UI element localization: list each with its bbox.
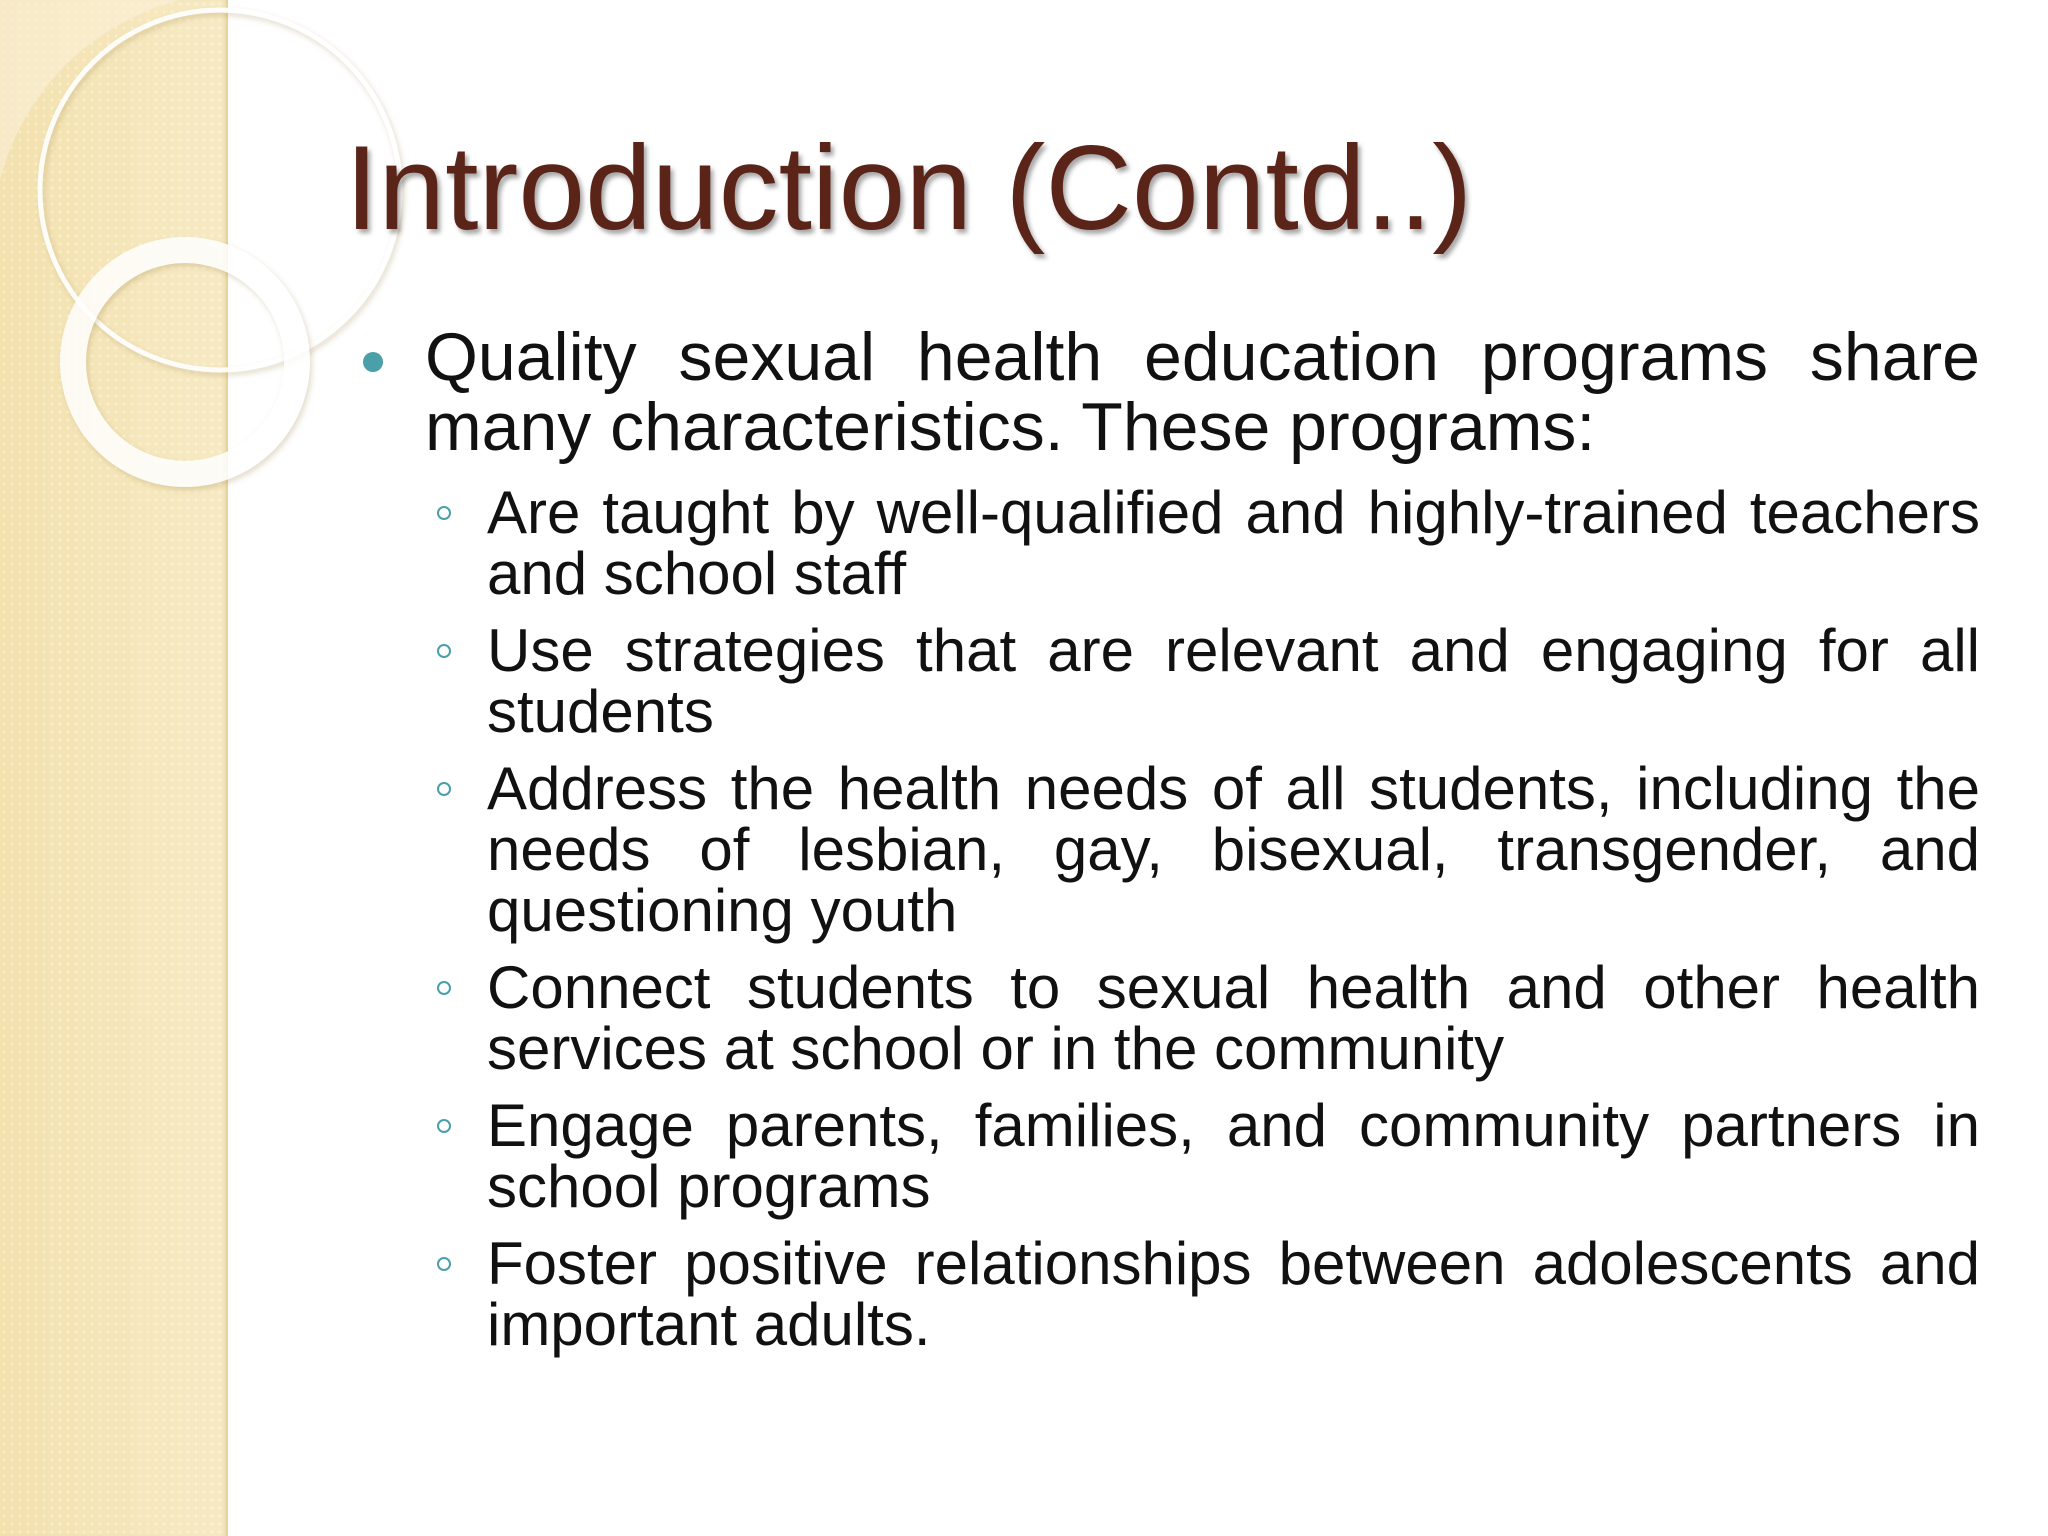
hollow-circle-bullet-icon <box>437 782 451 796</box>
sub-bullet-text: Use strategies that are relevant and engaging for all students <box>487 617 1980 745</box>
sub-bullet-text: Address the health needs of all students, including the needs of lesbian, gay, bisexual, transgender, and questioning youth <box>487 755 1980 944</box>
main-bullet-text: Quality sexual health education programs share many characteristics. These programs: <box>425 319 1980 465</box>
sub-bullet-text: Are taught by well-qualified and highly-trained teachers and school staff <box>487 479 1980 607</box>
sub-bullet-item <box>355 1092 1980 1220</box>
bullet-dot-icon <box>363 352 383 372</box>
deco-small-ring <box>73 250 297 474</box>
hollow-circle-bullet-icon <box>437 1257 451 1271</box>
main-bullet-item <box>355 319 1980 1358</box>
decorative-circles <box>0 0 340 520</box>
bullet-list <box>355 319 1980 1371</box>
sub-bullet-item <box>355 1230 1980 1358</box>
slide-title: Introduction (Contd..) <box>345 121 1473 255</box>
sub-bullet-list <box>355 479 1980 1358</box>
deco-corner-shape <box>0 0 180 180</box>
hollow-circle-bullet-icon <box>437 644 451 658</box>
sub-bullet-item <box>355 617 1980 745</box>
sub-bullet-text: Foster positive relationships between adolescents and important adults. <box>487 1230 1980 1358</box>
hollow-circle-bullet-icon <box>437 1119 451 1133</box>
sub-bullet-text: Engage parents, families, and community partners in school programs <box>487 1092 1980 1220</box>
hollow-circle-bullet-icon <box>437 506 451 520</box>
sub-bullet-item <box>355 954 1980 1082</box>
sub-bullet-text: Connect students to sexual health and other health services at school or in the community <box>487 954 1980 1082</box>
sub-bullet-item <box>355 755 1980 944</box>
sub-bullet-item <box>355 479 1980 607</box>
hollow-circle-bullet-icon <box>437 981 451 995</box>
